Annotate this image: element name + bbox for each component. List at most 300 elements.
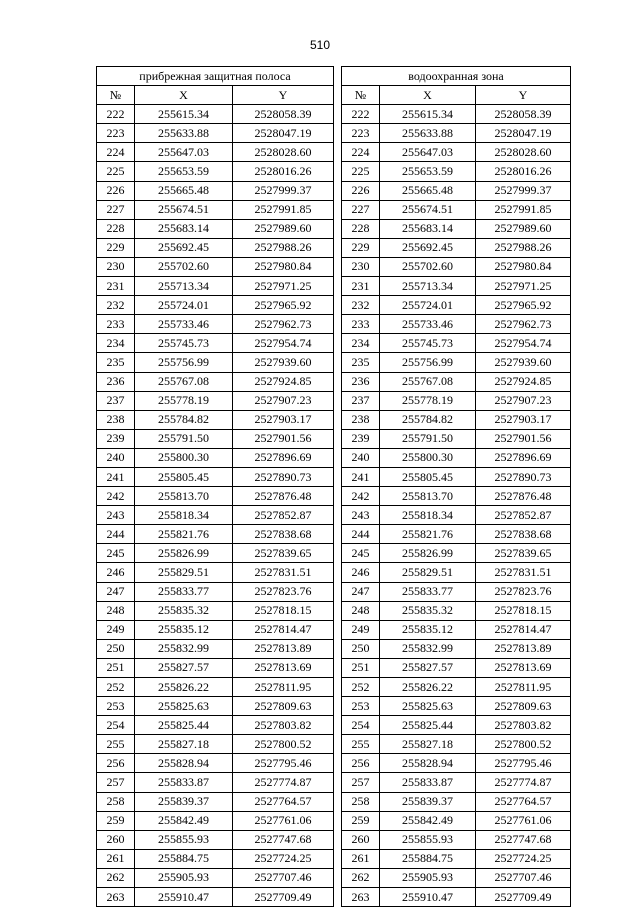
cell-x: 255825.63 bbox=[380, 697, 476, 716]
cell-number: 224 bbox=[342, 143, 380, 162]
cell-x: 255832.99 bbox=[380, 639, 476, 658]
cell-x: 255805.45 bbox=[380, 467, 476, 486]
cell-number: 243 bbox=[97, 506, 135, 525]
cell-x: 255833.77 bbox=[135, 582, 233, 601]
table-row bbox=[97, 391, 334, 410]
table-row bbox=[342, 697, 571, 716]
cell-number: 255 bbox=[97, 735, 135, 754]
table-row bbox=[342, 143, 571, 162]
cell-y: 2527924.85 bbox=[476, 372, 571, 391]
cell-x: 255884.75 bbox=[135, 849, 233, 868]
table-row bbox=[97, 830, 334, 849]
table-row bbox=[97, 448, 334, 467]
table-row bbox=[342, 238, 571, 257]
cell-y: 2527818.15 bbox=[233, 601, 334, 620]
table-row bbox=[342, 277, 571, 296]
cell-number: 234 bbox=[342, 334, 380, 353]
cell-y: 2527831.51 bbox=[233, 563, 334, 582]
table-row bbox=[342, 563, 571, 582]
cell-x: 255818.34 bbox=[135, 506, 233, 525]
cell-y: 2528016.26 bbox=[476, 162, 571, 181]
cell-y: 2527724.25 bbox=[233, 849, 334, 868]
cell-y: 2527838.68 bbox=[476, 525, 571, 544]
cell-x: 255745.73 bbox=[380, 334, 476, 353]
cell-x: 255828.94 bbox=[135, 754, 233, 773]
cell-number: 257 bbox=[97, 773, 135, 792]
cell-y: 2528028.60 bbox=[476, 143, 571, 162]
cell-y: 2527838.68 bbox=[233, 525, 334, 544]
table-row bbox=[342, 506, 571, 525]
table-row bbox=[97, 181, 334, 200]
table-row bbox=[97, 678, 334, 697]
cell-x: 255821.76 bbox=[380, 525, 476, 544]
cell-x: 255784.82 bbox=[135, 410, 233, 429]
cell-number: 249 bbox=[97, 620, 135, 639]
cell-y: 2527813.69 bbox=[476, 658, 571, 677]
cell-y: 2528058.39 bbox=[476, 105, 571, 124]
cell-number: 256 bbox=[97, 754, 135, 773]
cell-number: 229 bbox=[342, 238, 380, 257]
cell-x: 255813.70 bbox=[135, 487, 233, 506]
cell-y: 2527890.73 bbox=[476, 467, 571, 486]
cell-number: 222 bbox=[97, 105, 135, 124]
cell-number: 242 bbox=[342, 487, 380, 506]
cell-y: 2527896.69 bbox=[476, 448, 571, 467]
table-row bbox=[342, 200, 571, 219]
cell-x: 255702.60 bbox=[380, 257, 476, 276]
cell-y: 2527800.52 bbox=[233, 735, 334, 754]
cell-number: 232 bbox=[342, 296, 380, 315]
cell-number: 263 bbox=[97, 888, 135, 907]
cell-x: 255910.47 bbox=[380, 888, 476, 907]
cell-x: 255800.30 bbox=[380, 448, 476, 467]
table-row bbox=[97, 506, 334, 525]
cell-y: 2527991.85 bbox=[476, 200, 571, 219]
cell-y: 2527818.15 bbox=[476, 601, 571, 620]
cell-x: 255778.19 bbox=[135, 391, 233, 410]
cell-y: 2527709.49 bbox=[476, 888, 571, 907]
cell-x: 255633.88 bbox=[135, 124, 233, 143]
table-row bbox=[342, 792, 571, 811]
cell-number: 246 bbox=[97, 563, 135, 582]
cell-number: 248 bbox=[97, 601, 135, 620]
cell-x: 255826.99 bbox=[135, 544, 233, 563]
table-row bbox=[97, 219, 334, 238]
column-header-y: Y bbox=[476, 86, 571, 105]
cell-y: 2527999.37 bbox=[233, 181, 334, 200]
cell-x: 255756.99 bbox=[135, 353, 233, 372]
cell-y: 2527876.48 bbox=[233, 487, 334, 506]
cell-y: 2527852.87 bbox=[476, 506, 571, 525]
cell-x: 255767.08 bbox=[380, 372, 476, 391]
cell-x: 255835.32 bbox=[135, 601, 233, 620]
cell-y: 2527939.60 bbox=[233, 353, 334, 372]
table-row bbox=[97, 296, 334, 315]
cell-x: 255826.99 bbox=[380, 544, 476, 563]
cell-x: 255647.03 bbox=[135, 143, 233, 162]
shore-protection-strip-table bbox=[96, 66, 334, 907]
table-row bbox=[342, 334, 571, 353]
table-row bbox=[342, 315, 571, 334]
table-row bbox=[342, 716, 571, 735]
cell-y: 2528028.60 bbox=[233, 143, 334, 162]
cell-y: 2527813.89 bbox=[233, 639, 334, 658]
cell-number: 236 bbox=[97, 372, 135, 391]
cell-y: 2527907.23 bbox=[233, 391, 334, 410]
cell-y: 2527831.51 bbox=[476, 563, 571, 582]
cell-number: 230 bbox=[342, 257, 380, 276]
cell-x: 255778.19 bbox=[380, 391, 476, 410]
column-header-number: № bbox=[97, 86, 135, 105]
cell-y: 2527803.82 bbox=[233, 716, 334, 735]
cell-y: 2527971.25 bbox=[233, 277, 334, 296]
cell-x: 255724.01 bbox=[380, 296, 476, 315]
cell-y: 2527813.69 bbox=[233, 658, 334, 677]
table-row bbox=[342, 773, 571, 792]
table-row bbox=[342, 849, 571, 868]
cell-x: 255800.30 bbox=[135, 448, 233, 467]
cell-number: 235 bbox=[97, 353, 135, 372]
cell-x: 255839.37 bbox=[380, 792, 476, 811]
cell-number: 260 bbox=[97, 830, 135, 849]
cell-y: 2527761.06 bbox=[476, 811, 571, 830]
cell-x: 255745.73 bbox=[135, 334, 233, 353]
cell-y: 2527747.68 bbox=[233, 830, 334, 849]
cell-x: 255855.93 bbox=[380, 830, 476, 849]
cell-number: 244 bbox=[97, 525, 135, 544]
cell-x: 255833.77 bbox=[380, 582, 476, 601]
cell-y: 2527747.68 bbox=[476, 830, 571, 849]
cell-y: 2527896.69 bbox=[233, 448, 334, 467]
table-row bbox=[342, 620, 571, 639]
cell-x: 255910.47 bbox=[135, 888, 233, 907]
table-row bbox=[97, 315, 334, 334]
cell-number: 255 bbox=[342, 735, 380, 754]
table-row bbox=[342, 391, 571, 410]
cell-x: 255828.94 bbox=[380, 754, 476, 773]
table-row bbox=[342, 544, 571, 563]
cell-x: 255791.50 bbox=[135, 429, 233, 448]
cell-x: 255692.45 bbox=[380, 238, 476, 257]
table-row bbox=[342, 467, 571, 486]
cell-y: 2527903.17 bbox=[233, 410, 334, 429]
cell-x: 255653.59 bbox=[380, 162, 476, 181]
table-row bbox=[342, 754, 571, 773]
water-protection-zone-table bbox=[341, 66, 571, 907]
cell-x: 255835.12 bbox=[380, 620, 476, 639]
cell-x: 255855.93 bbox=[135, 830, 233, 849]
table-row bbox=[342, 888, 571, 907]
cell-y: 2527876.48 bbox=[476, 487, 571, 506]
cell-number: 252 bbox=[342, 678, 380, 697]
cell-number: 226 bbox=[342, 181, 380, 200]
cell-number: 256 bbox=[342, 754, 380, 773]
table-row bbox=[97, 429, 334, 448]
cell-number: 227 bbox=[97, 200, 135, 219]
cell-number: 232 bbox=[97, 296, 135, 315]
cell-x: 255829.51 bbox=[135, 563, 233, 582]
cell-x: 255905.93 bbox=[135, 868, 233, 887]
cell-number: 253 bbox=[342, 697, 380, 716]
cell-number: 241 bbox=[342, 467, 380, 486]
cell-y: 2527971.25 bbox=[476, 277, 571, 296]
table-row bbox=[342, 639, 571, 658]
table-row bbox=[97, 582, 334, 601]
cell-x: 255674.51 bbox=[380, 200, 476, 219]
cell-y: 2527939.60 bbox=[476, 353, 571, 372]
table-row bbox=[342, 353, 571, 372]
cell-y: 2527774.87 bbox=[233, 773, 334, 792]
cell-number: 236 bbox=[342, 372, 380, 391]
table-row bbox=[97, 238, 334, 257]
table-row bbox=[97, 849, 334, 868]
cell-number: 234 bbox=[97, 334, 135, 353]
cell-y: 2527813.89 bbox=[476, 639, 571, 658]
cell-x: 255832.99 bbox=[135, 639, 233, 658]
cell-y: 2527988.26 bbox=[476, 238, 571, 257]
cell-x: 255724.01 bbox=[135, 296, 233, 315]
cell-x: 255825.44 bbox=[135, 716, 233, 735]
cell-number: 259 bbox=[342, 811, 380, 830]
cell-x: 255826.22 bbox=[135, 678, 233, 697]
cell-y: 2527907.23 bbox=[476, 391, 571, 410]
table-row bbox=[97, 620, 334, 639]
cell-y: 2527901.56 bbox=[233, 429, 334, 448]
cell-number: 243 bbox=[342, 506, 380, 525]
cell-number: 224 bbox=[97, 143, 135, 162]
cell-y: 2527809.63 bbox=[233, 697, 334, 716]
cell-y: 2527774.87 bbox=[476, 773, 571, 792]
cell-x: 255905.93 bbox=[380, 868, 476, 887]
cell-number: 254 bbox=[342, 716, 380, 735]
table-row bbox=[97, 277, 334, 296]
cell-y: 2527954.74 bbox=[233, 334, 334, 353]
cell-y: 2527924.85 bbox=[233, 372, 334, 391]
table-row bbox=[342, 181, 571, 200]
table-row bbox=[342, 830, 571, 849]
column-header-number: № bbox=[342, 86, 380, 105]
cell-x: 255733.46 bbox=[135, 315, 233, 334]
table-row bbox=[97, 353, 334, 372]
cell-number: 237 bbox=[97, 391, 135, 410]
cell-x: 255835.32 bbox=[380, 601, 476, 620]
table-row bbox=[97, 143, 334, 162]
cell-x: 255767.08 bbox=[135, 372, 233, 391]
cell-y: 2527809.63 bbox=[476, 697, 571, 716]
cell-y: 2527989.60 bbox=[233, 219, 334, 238]
cell-number: 252 bbox=[97, 678, 135, 697]
cell-y: 2527800.52 bbox=[476, 735, 571, 754]
cell-x: 255835.12 bbox=[135, 620, 233, 639]
cell-y: 2527965.92 bbox=[476, 296, 571, 315]
cell-y: 2527795.46 bbox=[233, 754, 334, 773]
cell-number: 245 bbox=[97, 544, 135, 563]
cell-y: 2527823.76 bbox=[233, 582, 334, 601]
cell-number: 259 bbox=[97, 811, 135, 830]
table-row bbox=[97, 601, 334, 620]
cell-y: 2527903.17 bbox=[476, 410, 571, 429]
table-row bbox=[97, 773, 334, 792]
cell-number: 238 bbox=[342, 410, 380, 429]
cell-x: 255615.34 bbox=[135, 105, 233, 124]
cell-x: 255733.46 bbox=[380, 315, 476, 334]
cell-number: 262 bbox=[342, 868, 380, 887]
cell-x: 255665.48 bbox=[380, 181, 476, 200]
cell-y: 2528016.26 bbox=[233, 162, 334, 181]
cell-x: 255692.45 bbox=[135, 238, 233, 257]
cell-y: 2527962.73 bbox=[476, 315, 571, 334]
table-row bbox=[342, 105, 571, 124]
cell-number: 251 bbox=[97, 658, 135, 677]
table-row bbox=[97, 525, 334, 544]
cell-x: 255683.14 bbox=[380, 219, 476, 238]
cell-number: 254 bbox=[97, 716, 135, 735]
cell-x: 255805.45 bbox=[135, 467, 233, 486]
cell-number: 242 bbox=[97, 487, 135, 506]
cell-x: 255756.99 bbox=[380, 353, 476, 372]
cell-y: 2527954.74 bbox=[476, 334, 571, 353]
table-row bbox=[97, 868, 334, 887]
cell-y: 2527764.57 bbox=[476, 792, 571, 811]
table-row bbox=[342, 678, 571, 697]
cell-y: 2527980.84 bbox=[476, 257, 571, 276]
cell-number: 226 bbox=[97, 181, 135, 200]
cell-number: 228 bbox=[342, 219, 380, 238]
cell-number: 240 bbox=[97, 448, 135, 467]
cell-number: 245 bbox=[342, 544, 380, 563]
cell-number: 229 bbox=[97, 238, 135, 257]
cell-y: 2527814.47 bbox=[476, 620, 571, 639]
cell-number: 223 bbox=[342, 124, 380, 143]
table-row bbox=[97, 716, 334, 735]
cell-x: 255653.59 bbox=[135, 162, 233, 181]
cell-number: 239 bbox=[97, 429, 135, 448]
cell-x: 255813.70 bbox=[380, 487, 476, 506]
cell-y: 2528047.19 bbox=[233, 124, 334, 143]
cell-y: 2528047.19 bbox=[476, 124, 571, 143]
table-row bbox=[97, 697, 334, 716]
cell-x: 255833.87 bbox=[135, 773, 233, 792]
cell-y: 2527724.25 bbox=[476, 849, 571, 868]
cell-number: 253 bbox=[97, 697, 135, 716]
cell-number: 261 bbox=[342, 849, 380, 868]
cell-number: 251 bbox=[342, 658, 380, 677]
cell-number: 258 bbox=[97, 792, 135, 811]
cell-x: 255702.60 bbox=[135, 257, 233, 276]
table-row bbox=[97, 372, 334, 391]
column-header-x: X bbox=[380, 86, 476, 105]
cell-number: 247 bbox=[97, 582, 135, 601]
cell-number: 222 bbox=[342, 105, 380, 124]
cell-x: 255829.51 bbox=[380, 563, 476, 582]
cell-y: 2527761.06 bbox=[233, 811, 334, 830]
table-row bbox=[342, 296, 571, 315]
cell-x: 255827.18 bbox=[380, 735, 476, 754]
cell-y: 2527852.87 bbox=[233, 506, 334, 525]
cell-y: 2527839.65 bbox=[233, 544, 334, 563]
table-row bbox=[342, 219, 571, 238]
cell-x: 255842.49 bbox=[380, 811, 476, 830]
cell-x: 255633.88 bbox=[380, 124, 476, 143]
table-row bbox=[97, 792, 334, 811]
cell-number: 249 bbox=[342, 620, 380, 639]
table-row bbox=[97, 105, 334, 124]
cell-number: 235 bbox=[342, 353, 380, 372]
table-row bbox=[97, 162, 334, 181]
cell-x: 255647.03 bbox=[380, 143, 476, 162]
table-row bbox=[342, 487, 571, 506]
cell-y: 2527811.95 bbox=[476, 678, 571, 697]
cell-number: 225 bbox=[342, 162, 380, 181]
table-row bbox=[97, 467, 334, 486]
cell-y: 2527965.92 bbox=[233, 296, 334, 315]
cell-number: 230 bbox=[97, 257, 135, 276]
cell-number: 241 bbox=[97, 467, 135, 486]
cell-x: 255839.37 bbox=[135, 792, 233, 811]
page-number: 510 bbox=[309, 38, 331, 52]
table-title: водоохранная зона bbox=[342, 67, 571, 86]
cell-number: 233 bbox=[97, 315, 135, 334]
cell-number: 260 bbox=[342, 830, 380, 849]
table-row bbox=[97, 735, 334, 754]
cell-number: 247 bbox=[342, 582, 380, 601]
cell-number: 233 bbox=[342, 315, 380, 334]
cell-number: 244 bbox=[342, 525, 380, 544]
cell-y: 2527989.60 bbox=[476, 219, 571, 238]
cell-x: 255827.18 bbox=[135, 735, 233, 754]
table-row bbox=[97, 754, 334, 773]
cell-number: 228 bbox=[97, 219, 135, 238]
cell-number: 258 bbox=[342, 792, 380, 811]
table-row bbox=[342, 448, 571, 467]
cell-number: 231 bbox=[97, 277, 135, 296]
cell-x: 255825.44 bbox=[380, 716, 476, 735]
table-row bbox=[97, 334, 334, 353]
table-row bbox=[342, 429, 571, 448]
cell-x: 255818.34 bbox=[380, 506, 476, 525]
cell-number: 237 bbox=[342, 391, 380, 410]
cell-y: 2527839.65 bbox=[476, 544, 571, 563]
cell-x: 255665.48 bbox=[135, 181, 233, 200]
cell-number: 225 bbox=[97, 162, 135, 181]
cell-number: 227 bbox=[342, 200, 380, 219]
cell-number: 239 bbox=[342, 429, 380, 448]
cell-x: 255842.49 bbox=[135, 811, 233, 830]
table-row bbox=[97, 257, 334, 276]
table-row bbox=[97, 888, 334, 907]
cell-number: 248 bbox=[342, 601, 380, 620]
table-body bbox=[97, 105, 334, 907]
table-title: прибрежная защитная полоса bbox=[97, 67, 334, 86]
cell-y: 2527707.46 bbox=[233, 868, 334, 887]
cell-y: 2527709.49 bbox=[233, 888, 334, 907]
table-row bbox=[342, 162, 571, 181]
cell-y: 2527707.46 bbox=[476, 868, 571, 887]
cell-x: 255615.34 bbox=[380, 105, 476, 124]
cell-y: 2527823.76 bbox=[476, 582, 571, 601]
table-row bbox=[342, 525, 571, 544]
cell-number: 250 bbox=[97, 639, 135, 658]
cell-x: 255674.51 bbox=[135, 200, 233, 219]
cell-y: 2527901.56 bbox=[476, 429, 571, 448]
table-row bbox=[97, 811, 334, 830]
table-row bbox=[97, 544, 334, 563]
cell-x: 255833.87 bbox=[380, 773, 476, 792]
cell-number: 231 bbox=[342, 277, 380, 296]
cell-number: 263 bbox=[342, 888, 380, 907]
table-row bbox=[342, 582, 571, 601]
cell-y: 2527988.26 bbox=[233, 238, 334, 257]
